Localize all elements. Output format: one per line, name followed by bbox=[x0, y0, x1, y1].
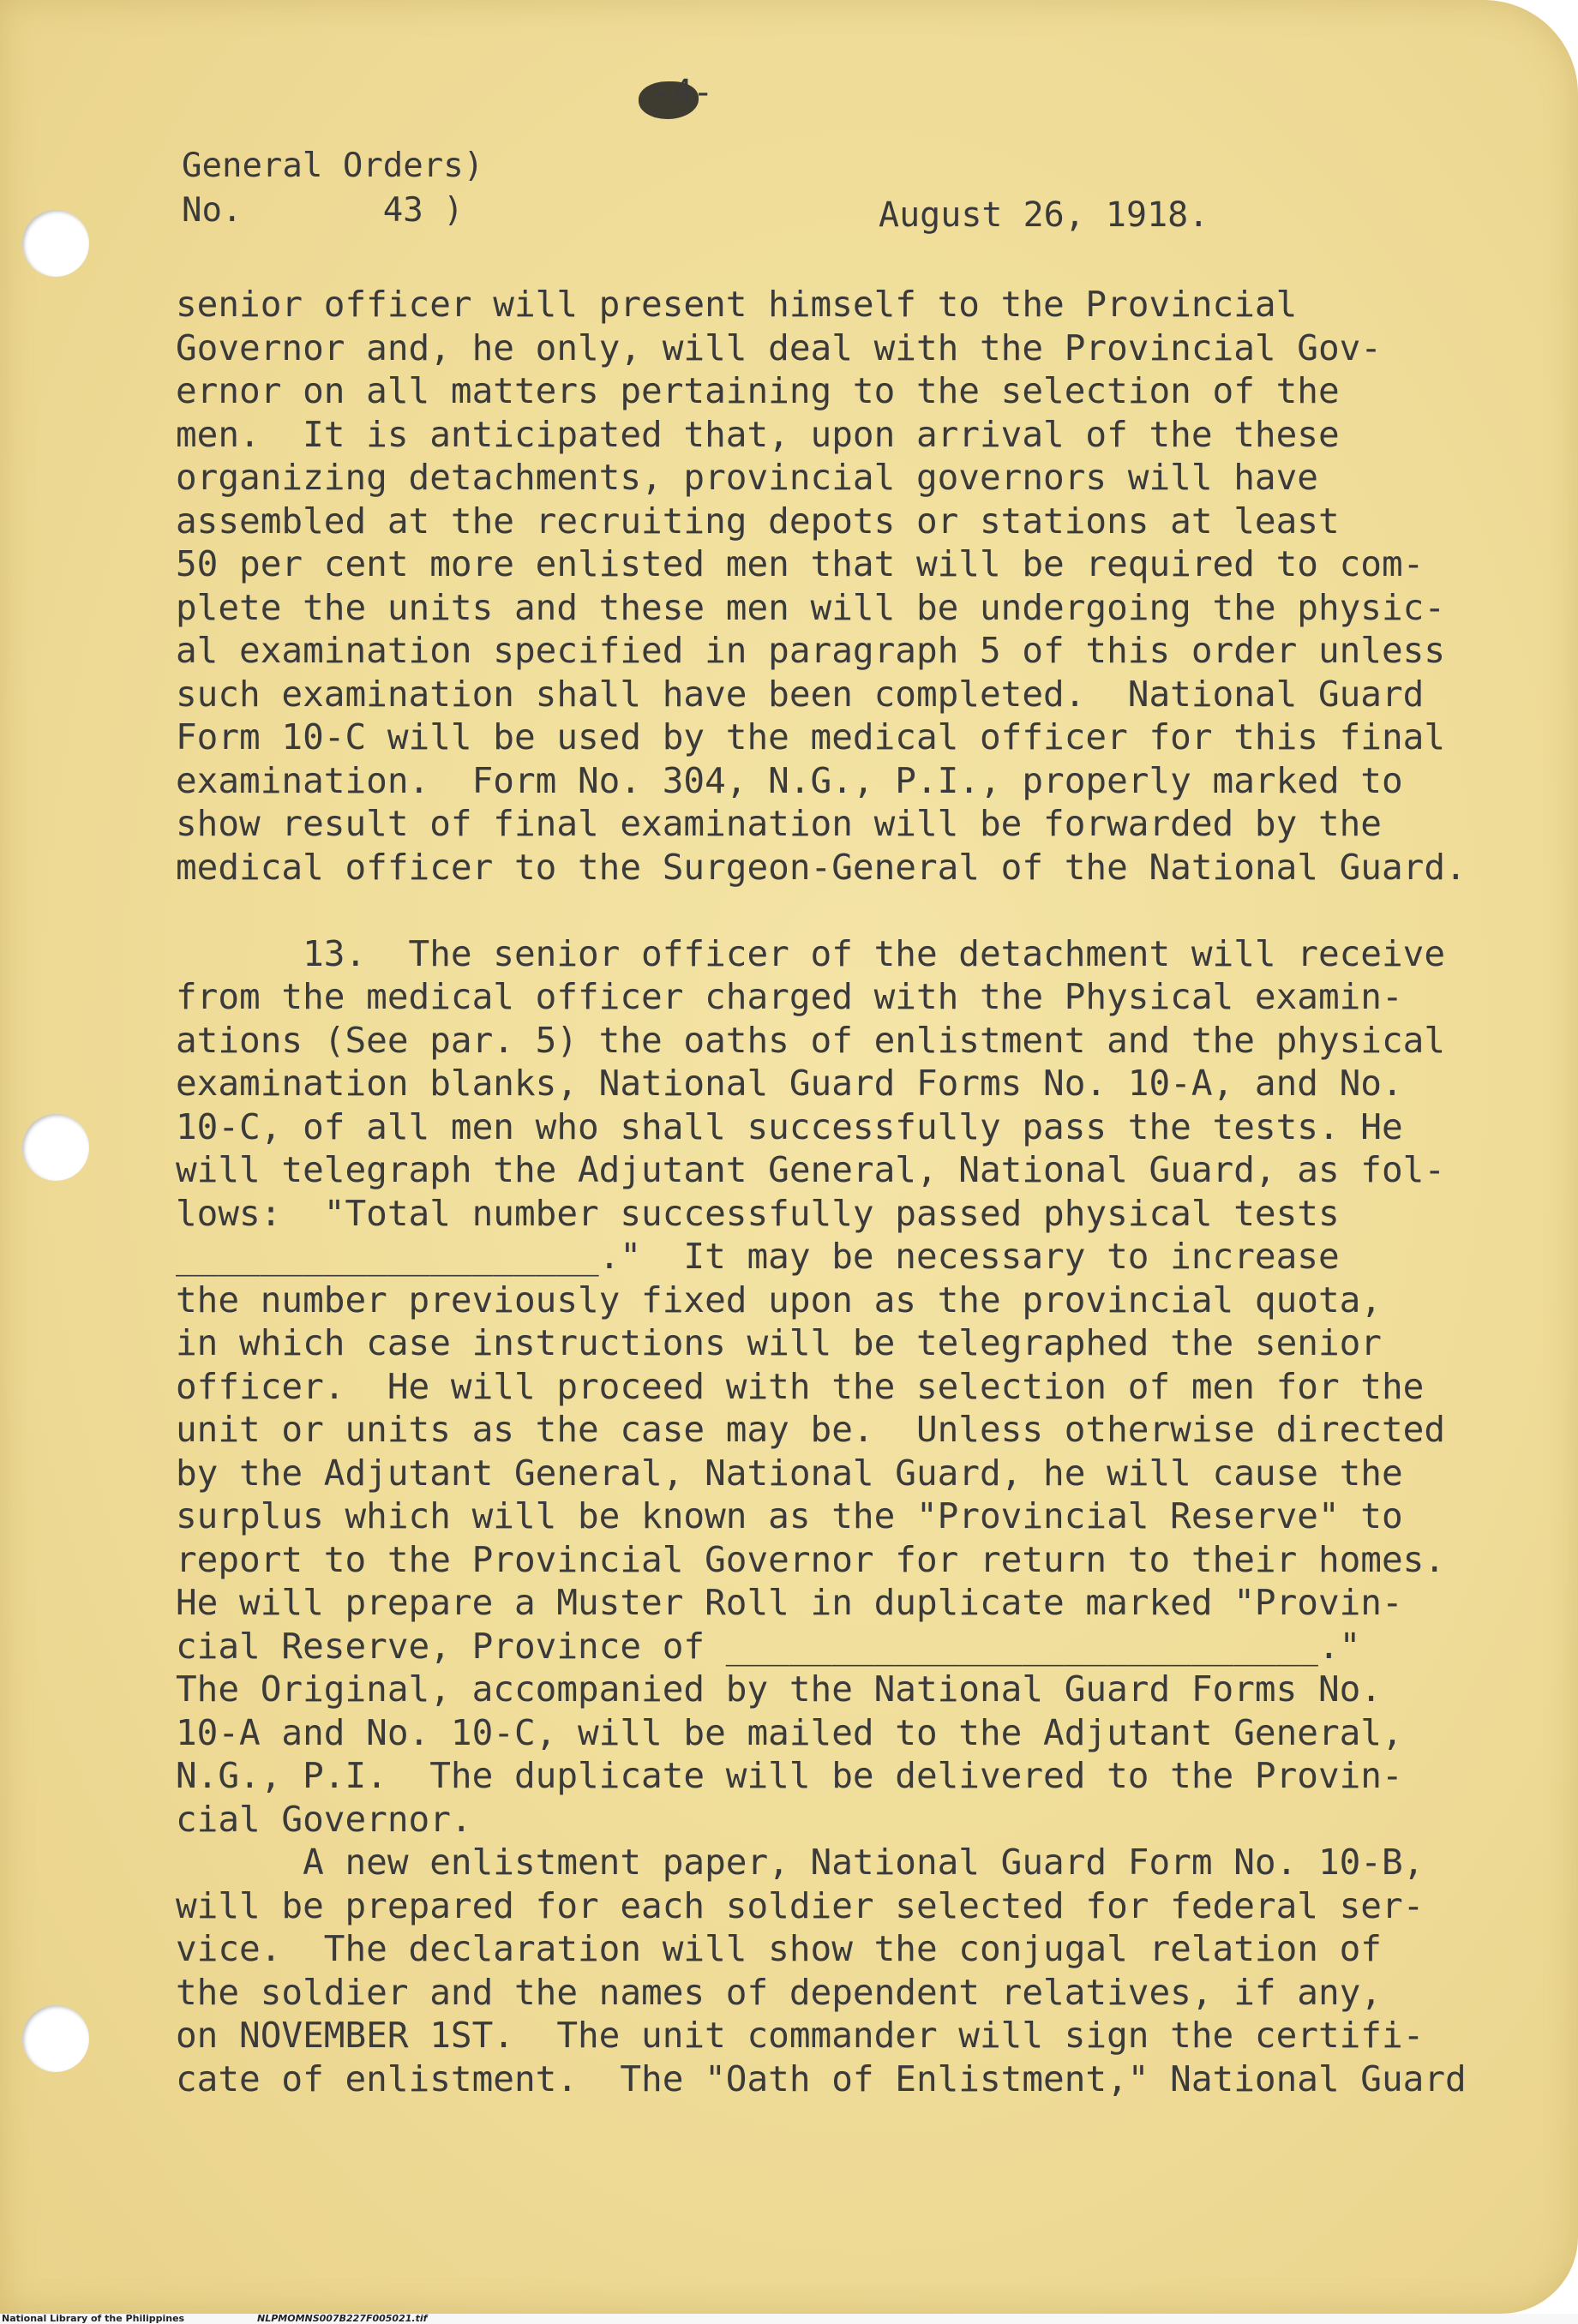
order-date: August 26, 1918. bbox=[879, 195, 1209, 235]
library-credit: National Library of the Philippines bbox=[2, 2313, 185, 2324]
page-number: -4- bbox=[651, 73, 714, 112]
body-text: senior officer will present himself to the Provincial Governor and, he only, will deal with the Provincial Gov- ernor on all matters pertaining to the selection of the men. It is anticipated that, upon arrival of the these organizing detachments, provincial governors will have assembled at the recruiting depots or stations at least 50 per cent more enlisted men that will be required to com- plete the units and these men will be undergoing the physic- al examination specified in paragraph 5 of this order unless such examination shall have been completed. National Guard Form 10-C will be used by the medical officer for this final examination. Form No. 304, N.G., P.I., properly marked to show result of final examination will be forwarded by the medical officer to the Surgeon-General of the National Guard. 13. The senior officer of the detachment will receive from the medical officer charged with the Physical examin- ations (See par. 5) the oaths of enlistment and the physical examination blanks, National Guard Forms No. 10-A, and No. 10-C, of all men who shall successfully pass the tests. He will telegraph the Adjutant General, National Guard, as fol- lows: "Total number successfully passed physical tests ____________________." It may be necessary to increase the number previously fixed upon as the provincial quota, in which case instructions will be telegraphed the senior officer. He will proceed with the selection of men for the unit or units as the case may be. Unless otherwise directed by the Adjutant General, National Guard, he will cause the surplus which will be known as the "Provincial Reserve" to report to the Provincial Governor for return to their homes. He will prepare a Muster Roll in duplicate marked "Provin- cial Reserve, Province of ____________________________." The Original, accompanied by the National Guard Forms No. 10-A and No. 10-C, will be mailed to the Adjutant General, N.G., P.I. The duplicate will be delivered to the Provin- cial Governor. A new enlistment paper, National Guard Form No. 10-B, will be prepared for each soldier selected for federal ser- vice. The declaration will show the conjugal relation of the soldier and the names of dependent relatives, if any, on NOVEMBER 1ST. The unit commander will sign the certifi- cate of enlistment. The "Oath of Enlistment," National Guard bbox=[176, 284, 1467, 2099]
punch-hole-top bbox=[22, 210, 89, 277]
punch-hole-bottom bbox=[22, 2005, 89, 2072]
scan-filename: NLPMOMNS007B227F005021.tif bbox=[257, 2313, 428, 2324]
punch-hole-middle bbox=[22, 1114, 89, 1181]
general-orders-label: General Orders) No. 43 ) bbox=[182, 147, 484, 230]
scan-footer bbox=[0, 2314, 1578, 2324]
